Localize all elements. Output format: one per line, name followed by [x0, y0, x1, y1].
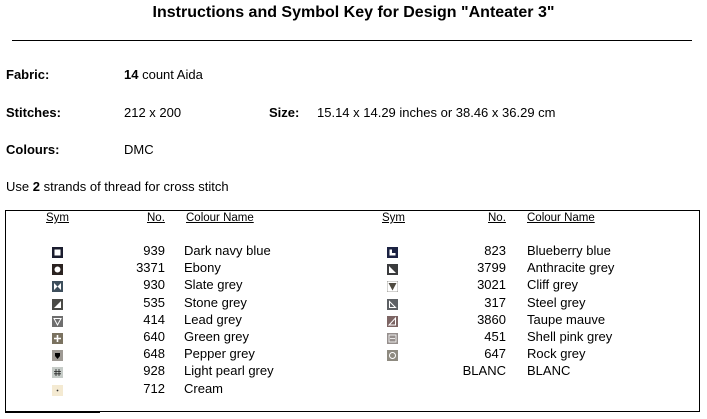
dmc-number: 414 — [143, 311, 165, 327]
wedge-icon — [387, 314, 398, 325]
dmc-number: 317 — [484, 294, 506, 310]
colour-name: Dark navy blue — [184, 243, 271, 258]
down-triangle-icon — [52, 314, 63, 325]
colour-name: Lead grey — [184, 311, 242, 327]
colours-value: DMC — [124, 142, 154, 157]
l-shape-icon — [387, 245, 398, 256]
usage-count: 2 — [32, 179, 40, 194]
header-sym-left: Sym — [46, 212, 69, 224]
heart-icon — [52, 348, 63, 359]
colour-name: Anthracite grey — [527, 260, 615, 276]
dmc-number: 3860 — [477, 311, 506, 327]
fabric-type: count Aida — [142, 67, 203, 82]
filled-down-triangle-icon — [387, 279, 398, 290]
title-rule — [12, 40, 692, 41]
fabric-count: 14 — [124, 67, 139, 82]
bowtie-icon — [52, 279, 63, 290]
dmc-number: 535 — [143, 294, 165, 310]
dot-icon — [52, 383, 63, 394]
header-no-left: No. — [147, 212, 165, 224]
colour-name: BLANC — [527, 363, 571, 379]
colour-name: Rock grey — [527, 346, 586, 362]
open-square-icon — [52, 245, 63, 256]
corner-triangle-icon — [387, 262, 398, 273]
colour-name: Cream — [184, 380, 224, 396]
header-name-right: Colour Name — [527, 212, 595, 224]
header-sym-right: Sym — [382, 212, 405, 224]
dmc-number: 3371 — [136, 260, 165, 276]
colour-name: Blueberry blue — [527, 243, 611, 258]
bottom-rule — [5, 412, 100, 413]
colours-label: Colours: — [6, 142, 60, 157]
dmc-number: 939 — [143, 243, 165, 258]
colour-name: Stone grey — [184, 294, 247, 310]
colour-name: Green grey — [184, 329, 250, 344]
page-title: Instructions and Symbol Key for Design "Anteater 3" — [152, 4, 555, 21]
stitches-value: 212 x 200 — [124, 105, 182, 120]
header-name-left: Colour Name — [186, 212, 254, 224]
open-corner-triangle-icon — [387, 297, 398, 308]
dmc-number: 823 — [484, 243, 506, 258]
dmc-number: 648 — [143, 346, 165, 362]
usage-prefix: Use — [6, 179, 30, 194]
ring-icon — [387, 348, 398, 359]
dmc-number: 928 — [143, 363, 165, 379]
colour-name: Light pearl grey — [184, 363, 274, 379]
size-label: Size: — [269, 105, 300, 120]
colour-name: Taupe mauve — [527, 311, 606, 327]
open-circle-icon — [52, 262, 63, 273]
usage-note — [6, 179, 229, 194]
dmc-number: 647 — [484, 346, 506, 362]
colour-name: Slate grey — [184, 277, 243, 293]
dmc-number: 930 — [143, 277, 165, 293]
dmc-number: 640 — [143, 329, 165, 344]
half-triangle-icon — [52, 297, 63, 308]
minus-box-icon — [387, 331, 398, 342]
stitches-label: Stitches: — [6, 105, 61, 120]
dmc-number: 451 — [484, 329, 506, 344]
plus-icon — [52, 331, 63, 342]
dmc-number: 712 — [143, 380, 165, 396]
dmc-number: 3021 — [477, 277, 506, 293]
fabric-value — [124, 67, 203, 82]
colour-name: Ebony — [184, 260, 221, 276]
hash-icon — [52, 365, 63, 376]
fabric-label: Fabric: — [6, 67, 50, 82]
colour-name: Shell pink grey — [527, 329, 613, 344]
blank-icon — [387, 365, 398, 376]
dmc-number: 3799 — [477, 260, 506, 276]
colour-name: Cliff grey — [527, 277, 579, 293]
dmc-number: BLANC — [462, 363, 506, 379]
colour-name: Steel grey — [527, 294, 586, 310]
size-value: 15.14 x 14.29 inches or 38.46 x 36.29 cm — [317, 105, 556, 120]
header-no-right: No. — [488, 212, 506, 224]
colour-name: Pepper grey — [184, 346, 255, 362]
usage-suffix: strands of thread for cross stitch — [43, 179, 229, 194]
